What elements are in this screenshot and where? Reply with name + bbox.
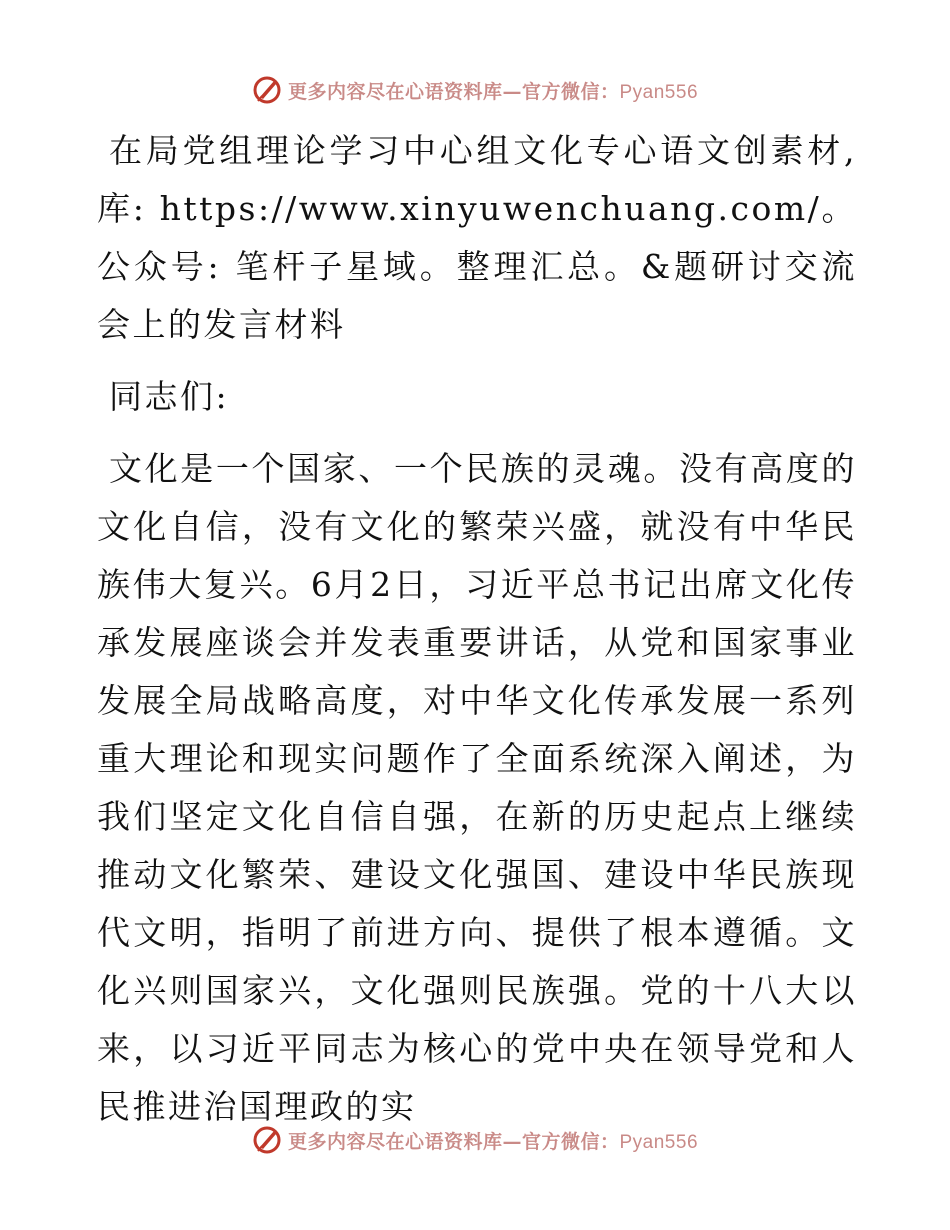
salutation: 同志们: bbox=[109, 377, 230, 416]
document-body bbox=[97, 122, 857, 1150]
wechat-handle: Pyan556 bbox=[619, 81, 699, 103]
banner-text: 更多内容尽在心语资料库—官方微信：Pyan556 bbox=[287, 80, 699, 103]
feather-pen-logo-icon bbox=[252, 1125, 282, 1155]
footer-banner bbox=[0, 1122, 950, 1158]
feather-pen-logo-icon bbox=[252, 75, 282, 105]
document-title: 在局党组理论学习中心组文化专心语文创素材,库: https://www.xinyuwenchuang.com/。公众号: 笔杆子星域。整理汇总。&题研讨交流会上的发言材料 bbox=[97, 131, 857, 344]
body-paragraph: 文化是一个国家、一个民族的灵魂。没有高度的文化自信，没有文化的繁荣兴盛，就没有中华民族伟大复兴。6月2日，习近平总书记出席文化传承发展座谈会并发表重要讲话，从党和国家事业发展全局战略高度，对中华文化传承发展一系列重大理论和现实问题作了全面系统深入阐述，为我们坚定文化自信自强，在新的历史起点上继续推动文化繁荣、建设文化强国、建设中华民族现代文明，指明了前进方向、提供了根本遵循。文化兴则国家兴，文化强则民族强。党的十八大以来，以习近平同志为核心的党中央在领导党和人民推进治国理政的实 bbox=[97, 449, 857, 1126]
wechat-handle: Pyan556 bbox=[619, 1131, 699, 1153]
banner-text: 更多内容尽在心语资料库—官方微信：Pyan556 bbox=[287, 1130, 699, 1153]
header-banner bbox=[0, 72, 950, 108]
